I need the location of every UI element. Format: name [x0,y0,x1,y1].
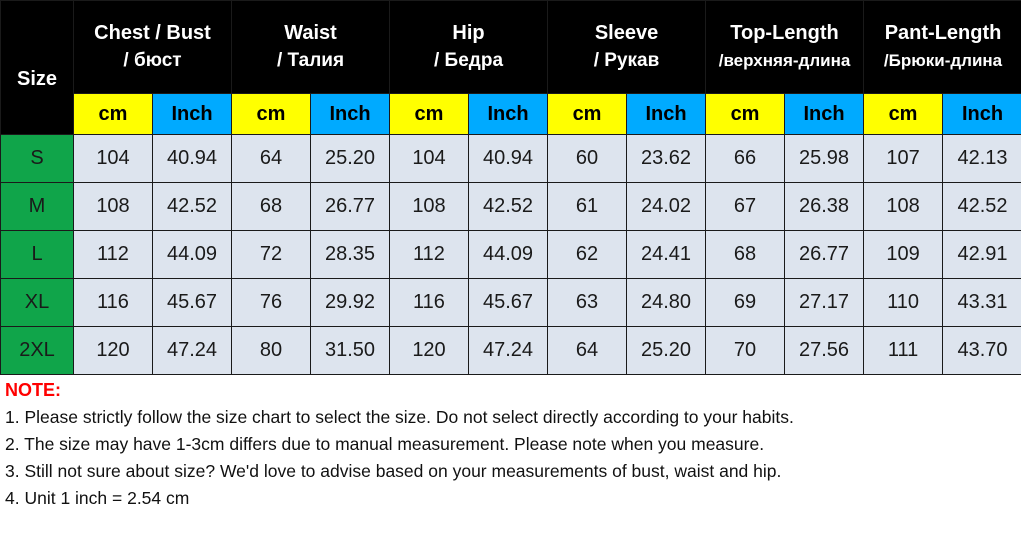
value-cell: 120 [390,327,469,375]
size-cell: S [1,135,74,183]
size-cell: XL [1,279,74,327]
unit-inch: Inch [627,94,706,135]
value-cell: 68 [232,183,311,231]
value-cell: 25.98 [785,135,864,183]
value-cell: 24.80 [627,279,706,327]
unit-inch: Inch [311,94,390,135]
header-pant-length: Pant-Length /Брюки-длина [864,1,1021,94]
header-chest-bust: Chest / Bust / бюст [74,1,232,94]
value-cell: 63 [548,279,627,327]
value-cell: 76 [232,279,311,327]
value-cell: 68 [706,231,785,279]
note-title: NOTE: [5,380,61,400]
value-cell: 104 [390,135,469,183]
value-cell: 109 [864,231,943,279]
unit-cm: cm [706,94,785,135]
value-cell: 116 [390,279,469,327]
value-cell: 66 [706,135,785,183]
value-cell: 29.92 [311,279,390,327]
unit-cm: cm [864,94,943,135]
value-cell: 25.20 [311,135,390,183]
value-cell: 108 [864,183,943,231]
table-row [1,231,1021,279]
value-cell: 62 [548,231,627,279]
value-cell: 47.24 [469,327,548,375]
unit-inch: Inch [785,94,864,135]
table-row [1,183,1021,231]
unit-cm: cm [74,94,153,135]
value-cell: 24.41 [627,231,706,279]
value-cell: 28.35 [311,231,390,279]
value-cell: 70 [706,327,785,375]
note-item: 2. The size may have 1-3cm differs due to manual measurement. Please note when you measure. [5,434,765,454]
value-cell: 40.94 [469,135,548,183]
unit-cm: cm [548,94,627,135]
unit-cm: cm [232,94,311,135]
value-cell: 64 [232,135,311,183]
value-cell: 72 [232,231,311,279]
value-cell: 112 [390,231,469,279]
value-cell: 112 [74,231,153,279]
value-cell: 80 [232,327,311,375]
value-cell: 43.31 [943,279,1021,327]
table-row [1,327,1021,375]
header-hip: Hip / Бедра [390,1,548,94]
value-cell: 26.77 [311,183,390,231]
size-header: Size [1,1,74,135]
value-cell: 42.91 [943,231,1021,279]
value-cell: 26.38 [785,183,864,231]
value-cell: 60 [548,135,627,183]
value-cell: 47.24 [153,327,232,375]
unit-inch: Inch [943,94,1021,135]
value-cell: 64 [548,327,627,375]
value-cell: 31.50 [311,327,390,375]
value-cell: 24.02 [627,183,706,231]
value-cell: 42.52 [943,183,1021,231]
unit-inch: Inch [469,94,548,135]
value-cell: 67 [706,183,785,231]
note-item: 3. Still not sure about size? We'd love to advise based on your measurements of bust, waist and hip. [5,461,782,481]
value-cell: 26.77 [785,231,864,279]
value-cell: 42.13 [943,135,1021,183]
value-cell: 110 [864,279,943,327]
size-cell: 2XL [1,327,74,375]
value-cell: 61 [548,183,627,231]
value-cell: 45.67 [153,279,232,327]
value-cell: 27.17 [785,279,864,327]
unit-inch: Inch [153,94,232,135]
value-cell: 23.62 [627,135,706,183]
value-cell: 42.52 [469,183,548,231]
value-cell: 108 [390,183,469,231]
unit-cm: cm [390,94,469,135]
header-top-length: Top-Length /верхняя-длина [706,1,864,94]
value-cell: 45.67 [469,279,548,327]
value-cell: 120 [74,327,153,375]
header-sleeve: Sleeve / Рукав [548,1,706,94]
value-cell: 27.56 [785,327,864,375]
table-row [1,279,1021,327]
value-cell: 116 [74,279,153,327]
value-cell: 69 [706,279,785,327]
value-cell: 25.20 [627,327,706,375]
value-cell: 43.70 [943,327,1021,375]
value-cell: 44.09 [153,231,232,279]
note-item: 1. Please strictly follow the size chart to select the size. Do not select directly according to your habits. [5,407,794,427]
size-cell: L [1,231,74,279]
header-waist: Waist / Талия [232,1,390,94]
value-cell: 104 [74,135,153,183]
size-cell: M [1,183,74,231]
table-row [1,135,1021,183]
value-cell: 40.94 [153,135,232,183]
header-row [1,1,1021,94]
value-cell: 111 [864,327,943,375]
notes-section [5,377,1015,512]
value-cell: 107 [864,135,943,183]
value-cell: 108 [74,183,153,231]
note-item: 4. Unit 1 inch = 2.54 cm [5,488,190,508]
value-cell: 42.52 [153,183,232,231]
value-cell: 44.09 [469,231,548,279]
unit-row [1,94,1021,135]
